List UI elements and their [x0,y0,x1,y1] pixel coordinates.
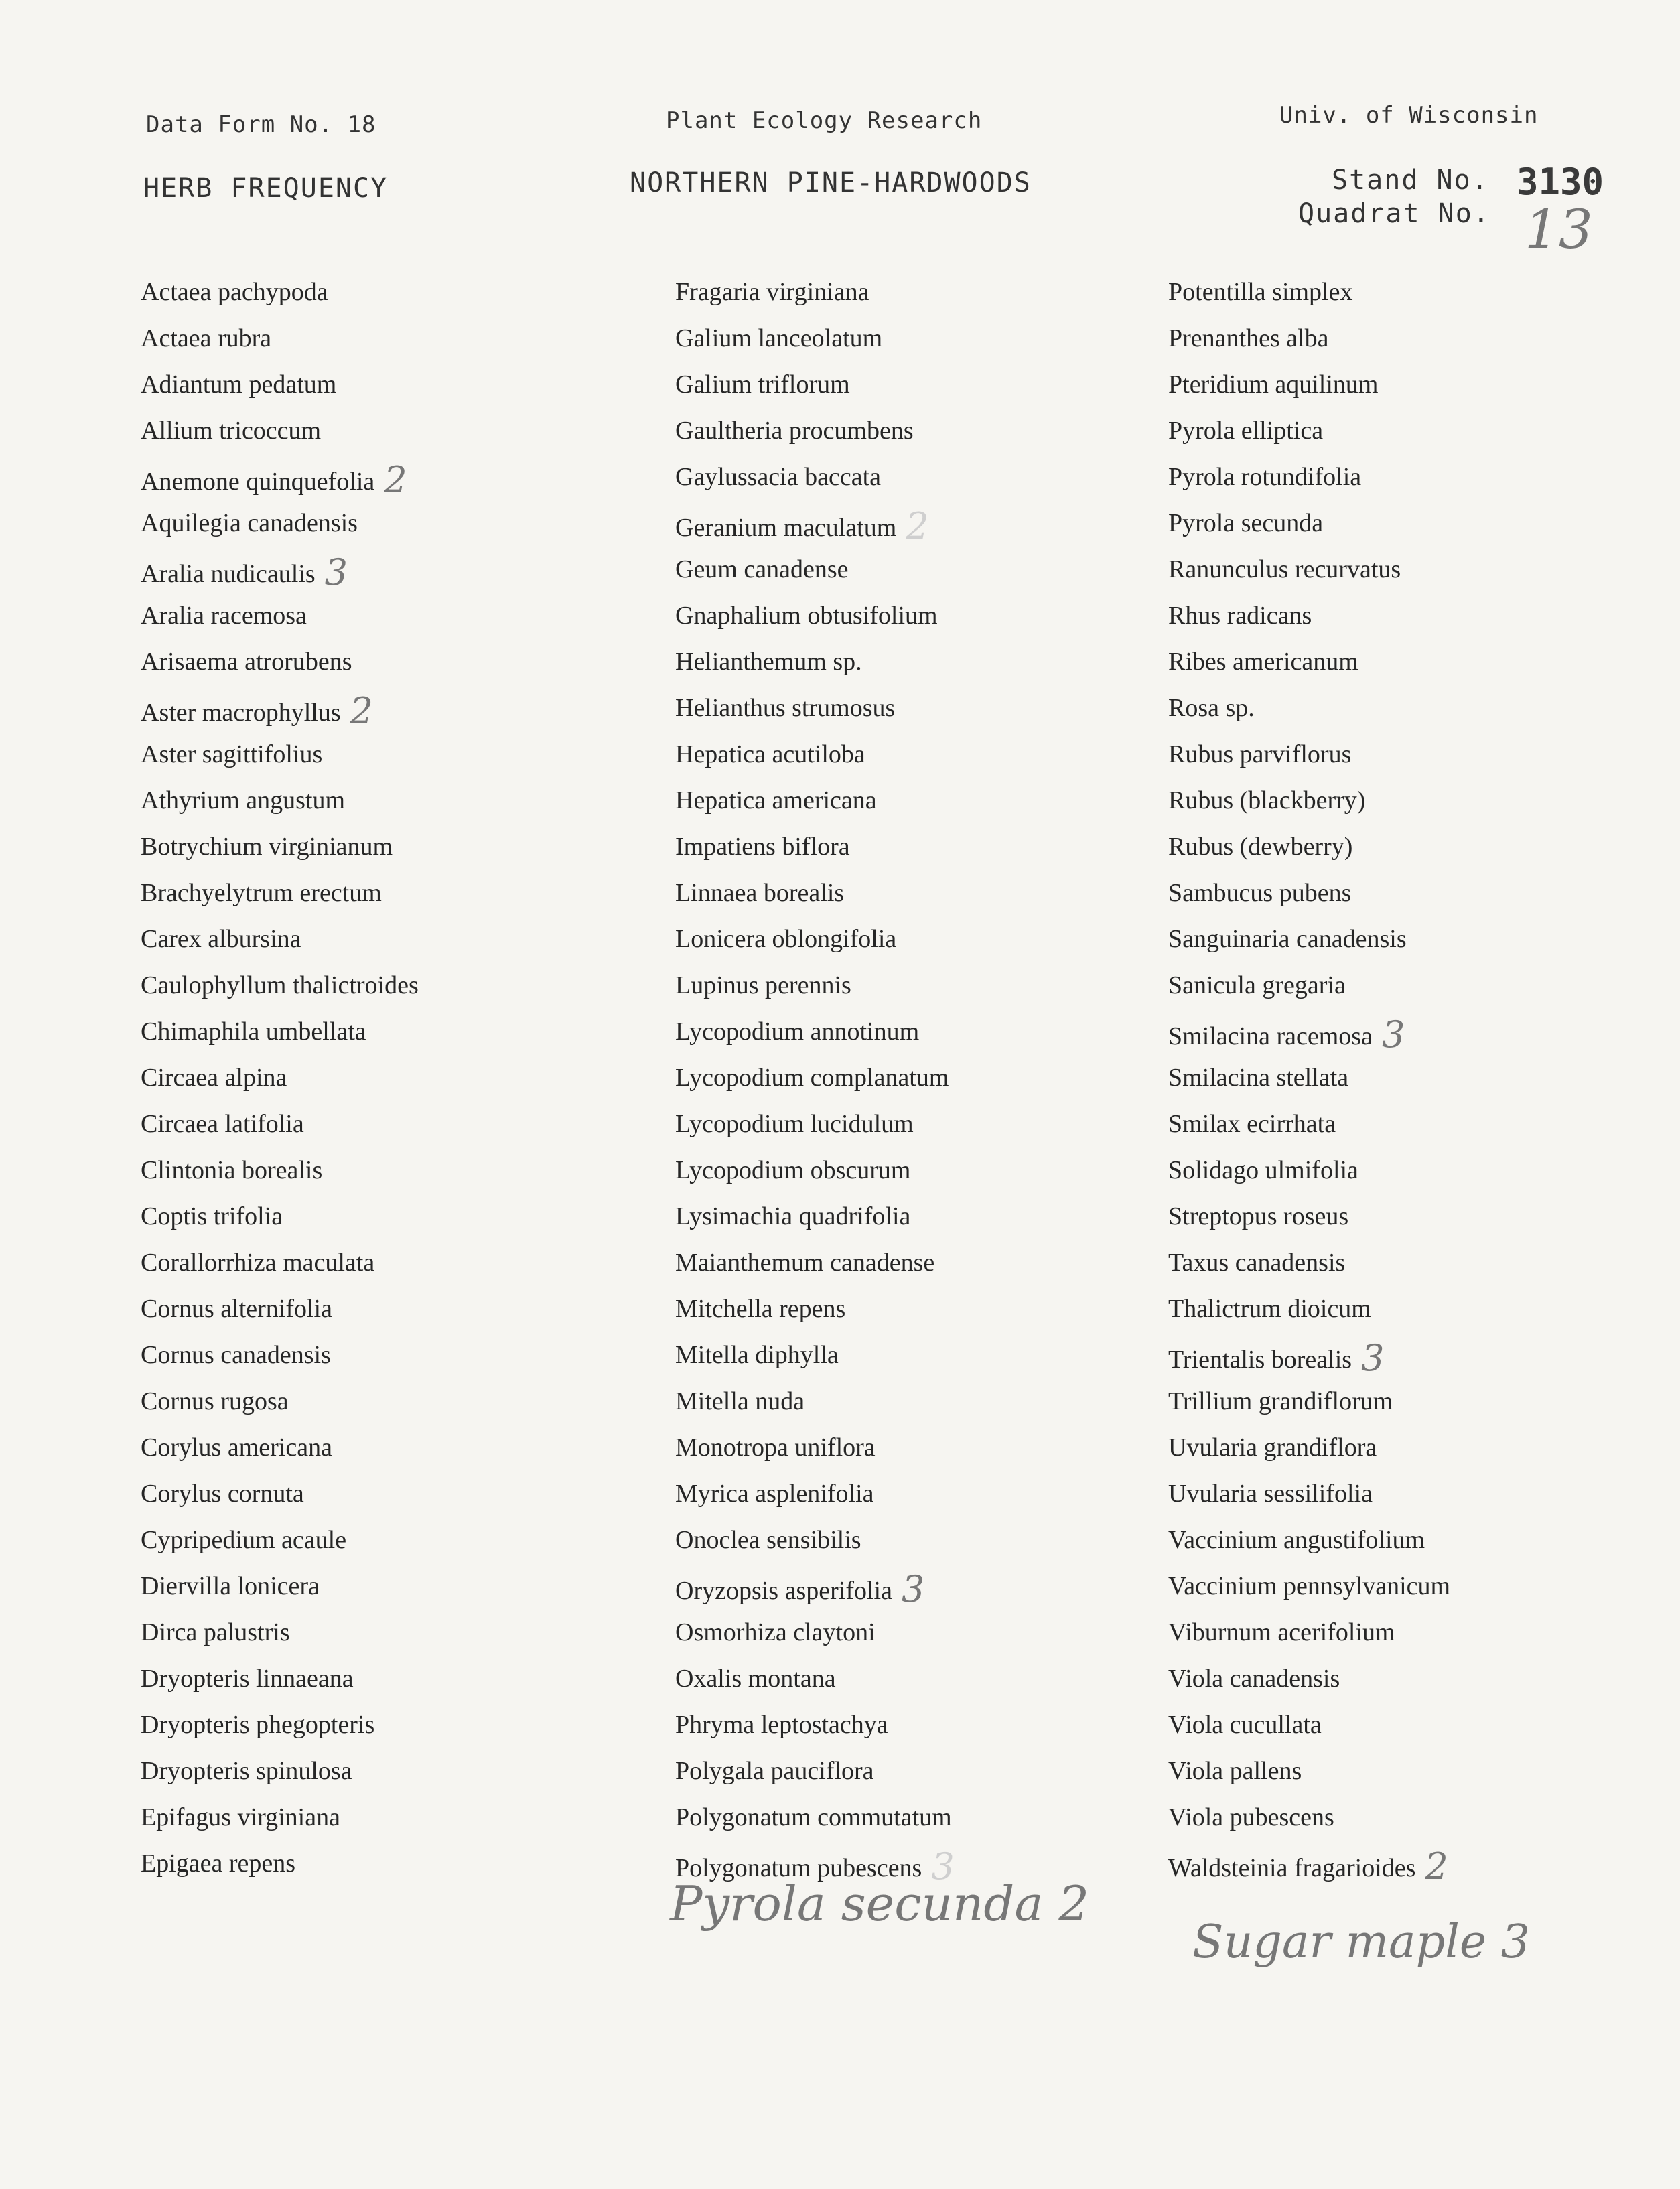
species-name: Oryzopsis asperifolia [675,1577,892,1605]
species-row [1168,870,1450,916]
species-name: Mitella diphylla [675,1341,839,1369]
species-row [675,1517,955,1563]
university: Univ. of Wisconsin [1279,102,1539,129]
species-name: Uvularia sessilifolia [1168,1480,1373,1508]
species-name: Trientalis borealis [1168,1346,1352,1374]
species-name: Impatiens biflora [675,833,850,861]
species-name: Linnaea borealis [675,879,845,907]
species-name: Cornus rugosa [141,1387,289,1415]
species-row [675,269,955,315]
species-name: Aster macrophyllus [141,699,341,727]
species-row [675,824,955,870]
species-name: Arisaema atrorubens [141,648,352,676]
species-name: Rubus (blackberry) [1168,786,1366,815]
species-row [1168,1517,1450,1563]
species-name: Carex albursina [141,925,301,953]
species-row [675,593,955,639]
species-name: Fragaria virginiana [675,278,869,306]
species-row [1168,1147,1450,1194]
species-name: Lysimachia quadrifolia [675,1202,911,1230]
species-name: Rubus parviflorus [1168,740,1352,768]
species-name: Phryma leptostachya [675,1711,888,1739]
species-row [675,778,955,824]
frequency-mark: 2 [906,505,929,547]
species-name: Actaea pachypoda [141,278,328,306]
species-row [1168,824,1450,870]
species-row [675,1656,955,1702]
species-name: Polygonatum pubescens [675,1854,922,1882]
species-row [141,1332,419,1379]
species-name: Anemone quinquefolia [141,468,375,496]
species-row [675,362,955,408]
species-name: Osmorhiza claytoni [675,1618,876,1646]
species-row [141,685,419,731]
frequency-mark: 3 [324,551,348,593]
species-row [141,1563,419,1610]
species-row [675,870,955,916]
species-name: Solidago ulmifolia [1168,1156,1358,1184]
species-name: Onoclea sensibilis [675,1526,861,1554]
species-name: Oxalis montana [675,1665,836,1693]
species-row [675,500,955,547]
species-name: Gaylussacia baccata [675,463,881,491]
species-row [675,1425,955,1471]
species-row [1168,362,1450,408]
species-row [675,1194,955,1240]
species-row [675,1610,955,1656]
species-row [675,1702,955,1748]
species-row [1168,1286,1450,1332]
species-name: Cypripedium acaule [141,1526,347,1554]
species-name: Lycopodium annotinum [675,1017,920,1046]
species-name: Viburnum acerifolium [1168,1618,1395,1646]
species-name: Epigaea repens [141,1849,296,1878]
species-name: Hepatica americana [675,786,877,815]
species-name: Clintonia borealis [141,1156,323,1184]
quadrat-number: 13 [1525,198,1593,261]
frequency-mark: 3 [1361,1337,1385,1379]
stand-number: 3130 [1517,161,1604,203]
form-title: HERB FREQUENCY [143,173,389,204]
species-name: Gaultheria procumbens [675,417,914,445]
handwritten-note: Sugar maple 3 [1192,1916,1530,1969]
species-name: Dryopteris phegopteris [141,1711,375,1739]
species-row [1168,1471,1450,1517]
species-name: Rosa sp. [1168,694,1255,722]
handwritten-note: Pyrola secunda 2 [670,1876,1090,1932]
species-name: Geranium maculatum [675,514,897,542]
species-row [675,1471,955,1517]
species-name: Taxus canadensis [1168,1249,1346,1277]
species-row [141,1794,419,1841]
species-name: Streptopus roseus [1168,1202,1349,1230]
species-row [141,1425,419,1471]
species-row [141,1517,419,1563]
species-row [141,1286,419,1332]
species-row [141,547,419,593]
species-name: Sanicula gregaria [1168,971,1346,999]
species-row [141,639,419,685]
species-row [141,1379,419,1425]
species-name: Viola pubescens [1168,1803,1334,1831]
frequency-mark: 3 [931,1845,955,1888]
species-row [141,916,419,963]
species-row [141,731,419,778]
species-name: Mitchella repens [675,1295,846,1323]
frequency-mark: 3 [1381,1013,1405,1056]
species-name: Pyrola elliptica [1168,417,1324,445]
species-row [675,1055,955,1101]
species-name: Helianthus strumosus [675,694,896,722]
community-title: NORTHERN PINE-HARDWOODS [630,167,1032,198]
species-row [141,1656,419,1702]
species-name: Smilax ecirrhata [1168,1110,1336,1138]
species-name: Circaea latifolia [141,1110,304,1138]
species-name: Actaea rubra [141,324,272,352]
frequency-mark: 3 [901,1568,925,1610]
form-number: Data Form No. 18 [146,111,376,138]
species-name: Corallorrhiza maculata [141,1249,375,1277]
species-column-1 [141,269,419,1887]
species-row [141,269,419,315]
species-name: Lonicera oblongifolia [675,925,897,953]
species-row [675,315,955,362]
species-name: Coptis trifolia [141,1202,283,1230]
species-name: Monotropa uniflora [675,1433,876,1462]
species-row [1168,1332,1450,1379]
species-name: Adiantum pedatum [141,370,337,399]
species-name: Maianthemum canadense [675,1249,935,1277]
frequency-mark: 2 [350,690,374,732]
species-row [1168,1563,1450,1610]
species-name: Polygonatum commutatum [675,1803,952,1831]
species-row [1168,731,1450,778]
species-row [1168,1610,1450,1656]
species-name: Corylus americana [141,1433,332,1462]
species-row [141,1841,419,1887]
species-row [1168,500,1450,547]
species-name: Ranunculus recurvatus [1168,555,1401,583]
species-row [1168,685,1450,731]
species-row [141,1101,419,1147]
species-name: Sanguinaria canadensis [1168,925,1407,953]
species-row [141,1240,419,1286]
species-name: Hepatica acutiloba [675,740,865,768]
species-row [1168,1841,1450,1887]
species-row [1168,315,1450,362]
species-row [1168,1425,1450,1471]
species-name: Allium tricoccum [141,417,322,445]
species-name: Myrica asplenifolia [675,1480,874,1508]
species-name: Viola cucullata [1168,1711,1322,1739]
species-name: Dryopteris linnaeana [141,1665,354,1693]
species-name: Potentilla simplex [1168,278,1353,306]
species-name: Epifagus virginiana [141,1803,340,1831]
species-row [1168,639,1450,685]
species-name: Pyrola secunda [1168,509,1324,537]
species-name: Aster sagittifolius [141,740,323,768]
species-name: Athyrium angustum [141,786,346,815]
species-row [1168,1194,1450,1240]
species-name: Dirca palustris [141,1618,290,1646]
species-row [141,454,419,500]
species-row [141,593,419,639]
species-name: Vaccinium angustifolium [1168,1526,1425,1554]
species-row [675,1794,955,1841]
species-row [1168,269,1450,315]
species-name: Diervilla lonicera [141,1572,320,1600]
species-row [1168,1702,1450,1748]
species-name: Viola pallens [1168,1757,1302,1785]
species-name: Lycopodium complanatum [675,1064,949,1092]
species-row [675,1147,955,1194]
species-row [1168,1240,1450,1286]
species-name: Sambucus pubens [1168,879,1352,907]
species-row [1168,1379,1450,1425]
species-row [1168,1748,1450,1794]
species-name: Chimaphila umbellata [141,1017,366,1046]
species-name: Aralia nudicaulis [141,560,316,588]
species-row [141,824,419,870]
species-row [675,1101,955,1147]
species-row [141,1610,419,1656]
species-row [141,1009,419,1055]
species-name: Trillium grandiflorum [1168,1387,1393,1415]
species-name: Dryopteris spinulosa [141,1757,352,1785]
species-name: Cornus alternifolia [141,1295,332,1323]
species-row [1168,1794,1450,1841]
species-column-2 [675,269,955,1887]
species-row [675,1748,955,1794]
species-row [141,1748,419,1794]
species-row [1168,1009,1450,1055]
species-row [1168,1055,1450,1101]
species-name: Vaccinium pennsylvanicum [1168,1572,1451,1600]
species-row [141,1702,419,1748]
species-row [675,731,955,778]
species-name: Helianthemum sp. [675,648,862,676]
species-row [141,1194,419,1240]
frequency-mark: 2 [384,459,407,501]
species-row [1168,593,1450,639]
species-name: Brachyelytrum erectum [141,879,382,907]
species-name: Lupinus perennis [675,971,851,999]
stand-label: Stand No. [1332,165,1489,196]
species-name: Gnaphalium obtusifolium [675,602,938,630]
species-name: Caulophyllum thalictroides [141,971,419,999]
species-row [675,547,955,593]
species-row [675,685,955,731]
species-name: Smilacina stellata [1168,1064,1349,1092]
species-name: Viola canadensis [1168,1665,1340,1693]
species-row [141,963,419,1009]
species-row [1168,454,1450,500]
species-row [1168,408,1450,454]
species-name: Galium triflorum [675,370,850,399]
species-row [675,1379,955,1425]
species-row [141,362,419,408]
species-name: Aralia racemosa [141,602,307,630]
species-row [1168,547,1450,593]
species-row [141,778,419,824]
species-row [675,1563,955,1610]
species-row [141,408,419,454]
species-row [675,963,955,1009]
organization: Plant Ecology Research [666,107,983,134]
species-row [141,500,419,547]
quadrat-label: Quadrat No. [1298,198,1490,229]
species-row [675,1240,955,1286]
species-name: Mitella nuda [675,1387,805,1415]
species-name: Thalictrum dioicum [1168,1295,1371,1323]
species-name: Ribes americanum [1168,648,1358,676]
species-row [141,1471,419,1517]
species-name: Rubus (dewberry) [1168,833,1353,861]
species-row [1168,1101,1450,1147]
species-name: Lycopodium obscurum [675,1156,911,1184]
species-name: Pteridium aquilinum [1168,370,1379,399]
species-name: Prenanthes alba [1168,324,1329,352]
species-row [675,639,955,685]
species-name: Pyrola rotundifolia [1168,463,1362,491]
species-name: Uvularia grandiflora [1168,1433,1377,1462]
species-row [141,315,419,362]
species-row [1168,1656,1450,1702]
species-name: Polygala pauciflora [675,1757,874,1785]
species-name: Circaea alpina [141,1064,287,1092]
species-row [141,870,419,916]
species-row [1168,916,1450,963]
species-row [675,408,955,454]
species-row [675,1332,955,1379]
species-row [675,1286,955,1332]
species-name: Waldsteinia fragarioides [1168,1854,1416,1882]
species-name: Botrychium virginianum [141,833,393,861]
species-row [675,916,955,963]
species-row [675,454,955,500]
species-name: Smilacina racemosa [1168,1022,1373,1050]
species-name: Geum canadense [675,555,849,583]
species-name: Galium lanceolatum [675,324,883,352]
species-row [675,1009,955,1055]
species-name: Corylus cornuta [141,1480,304,1508]
species-row [141,1147,419,1194]
species-row [141,1055,419,1101]
species-row [1168,778,1450,824]
species-name: Cornus canadensis [141,1341,331,1369]
species-name: Rhus radicans [1168,602,1312,630]
species-column-3 [1168,269,1450,1887]
species-name: Aquilegia canadensis [141,509,358,537]
species-name: Lycopodium lucidulum [675,1110,914,1138]
species-row [1168,963,1450,1009]
frequency-mark: 2 [1425,1845,1448,1888]
